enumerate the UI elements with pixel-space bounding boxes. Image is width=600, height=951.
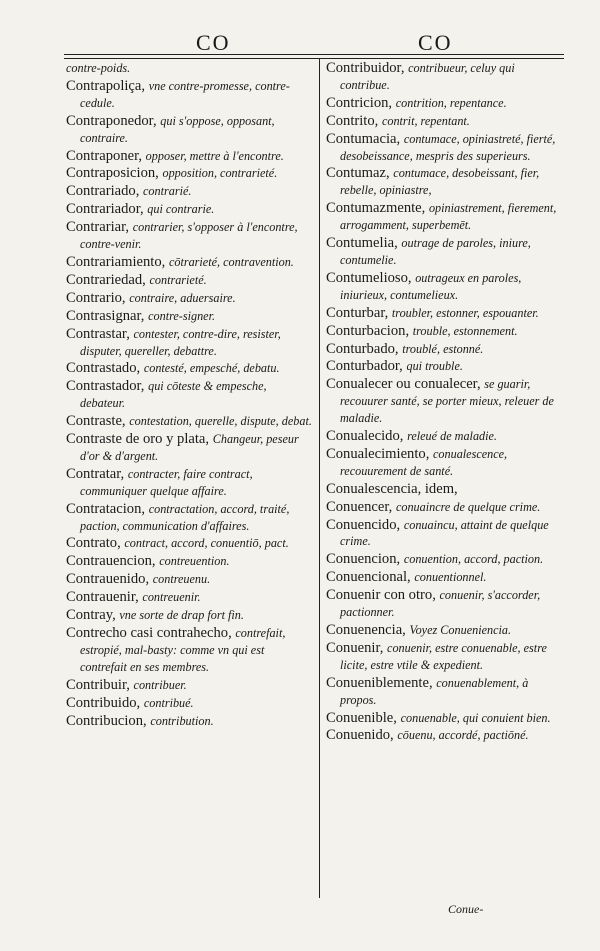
entry-definition: contreuention.	[159, 554, 230, 569]
dictionary-entry	[66, 607, 314, 624]
entry-headword: Conuenido,	[326, 727, 398, 744]
entry-headword: Conualecido,	[326, 428, 408, 445]
entry-definition: se guarir, recouurer santé, se porter mieux, releuer de maladie.	[340, 377, 554, 426]
entry-definition: contrarié.	[143, 184, 192, 199]
dictionary-entry	[326, 165, 562, 199]
entry-definition: contraire, aduersaire.	[129, 290, 236, 305]
dictionary-entry	[326, 675, 562, 709]
entry-headword: Contraponer,	[66, 147, 146, 164]
dictionary-entry	[326, 727, 562, 744]
entry-definition: conuenir, estre conuenable, estre licite, estre vtile & expedient.	[340, 640, 547, 672]
entry-definition: contester, contre-dire, resister, disputer, quereller, debattre.	[80, 326, 281, 358]
column-divider	[319, 58, 320, 898]
entry-definition: conuenable, qui conuient bien.	[400, 710, 551, 725]
entry-headword: Conuenible,	[326, 709, 401, 726]
dictionary-entry	[66, 553, 314, 570]
entry-headword: Conturbado,	[326, 340, 403, 357]
entry-headword: Conuenir,	[326, 639, 388, 656]
dictionary-entry	[66, 571, 314, 588]
entry-headword: Conualecimiento,	[326, 445, 433, 462]
running-head-left: CO	[196, 30, 231, 55]
entry-headword: Contrauencion,	[66, 553, 160, 570]
dictionary-entry	[326, 551, 562, 568]
entry-definition: contrit, repentant.	[381, 113, 470, 128]
entry-headword: Contrario,	[66, 289, 130, 306]
dictionary-entry	[66, 695, 314, 712]
entry-definition: conuenir, s'accorder, pactionner.	[340, 588, 541, 620]
dictionary-entry	[66, 431, 314, 465]
dictionary-entry	[326, 323, 562, 340]
entry-definition: Voyez Conueniencia.	[409, 623, 512, 637]
entry-headword: Contrariamiento,	[66, 253, 169, 270]
page-header	[64, 22, 564, 56]
entry-headword: Conueniblemente,	[326, 674, 437, 691]
entry-headword: Contumacia,	[326, 130, 404, 147]
entry-headword: Contribuidor,	[326, 60, 409, 76]
entry-definition: contribuer.	[133, 677, 187, 692]
entry-definition: conuenablement, à propos.	[340, 675, 529, 707]
dictionary-entry	[66, 113, 314, 147]
entry-definition: contribué.	[143, 695, 194, 710]
entry-headword: Contrastar,	[66, 325, 134, 342]
entry-definition: contractation, accord, traité, paction, communication d'affaires.	[80, 501, 290, 533]
header-rule-double	[64, 58, 564, 59]
dictionary-entry	[326, 60, 562, 94]
dictionary-entry	[66, 308, 314, 325]
entry-definition: contrefait, estropié, mal-basty: comme vn qui est contrefait en ses membres.	[80, 626, 286, 674]
dictionary-entry	[66, 219, 314, 253]
dictionary-entry	[66, 165, 314, 182]
entry-definition: qui cōteste & empesche, debateur.	[80, 379, 267, 411]
entry-definition: troubler, estonner, espouanter.	[391, 305, 539, 320]
entry-definition: contre-poids.	[66, 61, 131, 75]
entry-headword: Contrastador,	[66, 378, 149, 395]
entry-definition: troublé, estonné.	[402, 341, 484, 356]
dictionary-entry	[66, 677, 314, 694]
entry-headword: Conuencer,	[326, 498, 396, 515]
dictionary-entry	[66, 326, 314, 360]
entry-headword: Conturbar,	[326, 304, 392, 321]
dictionary-entry	[326, 358, 562, 375]
entry-definition: contrition, repentance.	[395, 95, 507, 110]
dictionary-entry	[326, 428, 562, 445]
dictionary-entry	[326, 341, 562, 358]
entry-headword: Conuencional,	[326, 569, 415, 586]
dictionary-entry	[66, 589, 314, 606]
entry-definition: conuention, accord, paction.	[403, 552, 544, 567]
entry-headword: Contray,	[66, 607, 120, 624]
entry-headword: Contumelioso,	[326, 269, 416, 286]
entry-definition: conualescence, recouurement de santé.	[340, 446, 508, 478]
entry-headword: Contribuido,	[66, 694, 144, 711]
dictionary-entry	[326, 517, 562, 551]
dictionary-entry	[326, 499, 562, 516]
entry-definition: contribution.	[150, 713, 214, 728]
entry-definition: vne sorte de drap fort fin.	[119, 608, 244, 623]
dictionary-entry	[326, 569, 562, 586]
entry-headword: Conuenir con otro,	[326, 587, 440, 604]
entry-headword: Contrastado,	[66, 360, 144, 377]
entry-definition: conuaincu, attaint de quelque crime.	[340, 517, 549, 549]
dictionary-entry	[326, 622, 562, 639]
entry-definition: opposer, mettre à l'encontre.	[145, 148, 284, 163]
dictionary-entry	[66, 60, 314, 77]
dictionary-entry	[66, 183, 314, 200]
dictionary-entry	[66, 201, 314, 218]
entry-definition: opposition, contrarieté.	[162, 166, 278, 181]
entry-definition: contracter, faire contract, communiquer quelque affaire.	[80, 466, 253, 498]
entry-definition: cōtrarieté, contravention.	[168, 254, 294, 269]
dictionary-entry	[326, 640, 562, 674]
entry-definition: cōuenu, accordé, pactiōné.	[397, 728, 529, 743]
entry-definition: contesté, empesché, debatu.	[143, 361, 280, 376]
dictionary-entry	[66, 625, 314, 676]
right-column	[326, 60, 562, 745]
entry-headword: Conuencido,	[326, 516, 404, 533]
running-head-right: CO	[418, 30, 453, 55]
dictionary-entry	[66, 466, 314, 500]
dictionary-entry	[326, 200, 562, 234]
entry-definition: contreuenu.	[152, 572, 211, 587]
entry-headword: Contumelia,	[326, 235, 402, 252]
entry-headword: Contratar,	[66, 465, 128, 482]
entry-definition: conuentionnel.	[414, 570, 487, 585]
dictionary-entry	[326, 113, 562, 130]
entry-definition: opiniastrement, fierement, arrogamment, superbemēt.	[340, 201, 557, 233]
entry-headword: Contratacion,	[66, 500, 149, 517]
entry-headword: Contumazmente,	[326, 200, 429, 217]
entry-headword: Contribuir,	[66, 676, 134, 693]
dictionary-entry	[326, 376, 562, 427]
dictionary-entry	[66, 148, 314, 165]
entry-definition: qui contrarie.	[147, 202, 215, 217]
entry-headword: Contumaz,	[326, 165, 394, 182]
entry-headword: Conualescencia, idem,	[326, 480, 458, 497]
dictionary-entry	[326, 481, 562, 498]
entry-definition: qui trouble.	[406, 359, 463, 374]
dictionary-entry	[66, 413, 314, 430]
entry-definition: qui s'oppose, opposant, contraire.	[80, 113, 275, 145]
dictionary-entry	[66, 378, 314, 412]
entry-headword: Contrato,	[66, 535, 125, 552]
entry-definition: conuaincre de quelque crime.	[395, 499, 541, 514]
entry-headword: Contrariedad,	[66, 271, 150, 288]
entry-definition: contumace, opiniastreté, fierté, desobeissance, mespris des superieurs.	[340, 131, 556, 163]
entry-headword: Conuenencia,	[326, 622, 410, 638]
entry-headword: Contrariado,	[66, 183, 144, 200]
entry-definition: outrageux en paroles, iniurieux, contumelieux.	[340, 270, 522, 302]
dictionary-entry	[326, 95, 562, 112]
entry-headword: Contrariador,	[66, 201, 148, 218]
catchword: Conue-	[448, 902, 484, 916]
entry-definition: Changeur, peseur d'or & d'argent.	[80, 432, 299, 463]
dictionary-entry	[66, 501, 314, 535]
entry-headword: Contrecho casi contrahecho,	[66, 625, 236, 641]
entry-headword: Contraponedor,	[66, 112, 161, 129]
dictionary-entry	[326, 446, 562, 480]
dictionary-entry	[326, 305, 562, 322]
entry-headword: Conturbacion,	[326, 322, 413, 339]
entry-headword: Contrito,	[326, 112, 382, 129]
dictionary-entry	[66, 535, 314, 552]
entry-definition: contrarieté.	[149, 272, 207, 287]
entry-definition: contreuenir.	[142, 590, 201, 605]
dictionary-entry	[66, 360, 314, 377]
entry-headword: Contribucion,	[66, 712, 151, 729]
entry-definition: contumace, desobeissant, fier, rebelle, opiniastre,	[340, 166, 540, 198]
entry-definition: contribueur, celuy qui contribue.	[340, 61, 515, 92]
dictionary-entry	[66, 290, 314, 307]
entry-definition: releué de maladie.	[407, 429, 497, 444]
dictionary-entry	[326, 131, 562, 165]
entry-headword: Contrasignar,	[66, 307, 149, 324]
dictionary-entry	[326, 235, 562, 269]
entry-definition: contestation, querelle, dispute, debat.	[129, 414, 312, 429]
dictionary-entry	[66, 254, 314, 271]
entry-headword: Contrauenir,	[66, 589, 143, 606]
entry-headword: Contrapoliça,	[66, 77, 149, 94]
entry-definition: contre-signer.	[148, 308, 216, 323]
entry-headword: Conturbador,	[326, 358, 407, 375]
entry-headword: Conualecer ou conualecer,	[326, 376, 485, 393]
entry-definition: vne contre-promesse, contre-cedule.	[80, 78, 290, 110]
entry-headword: Contrariar,	[66, 219, 133, 236]
dictionary-entry	[66, 78, 314, 112]
entry-headword: Contricion,	[326, 94, 396, 111]
left-column	[66, 60, 314, 730]
entry-headword: Contraposicion,	[66, 165, 163, 182]
header-rule	[64, 54, 564, 55]
dictionary-entry	[66, 272, 314, 289]
entry-headword: Contrauenido,	[66, 571, 153, 588]
entry-definition: outrage de paroles, iniure, contumelie.	[340, 236, 531, 267]
dictionary-entry	[66, 713, 314, 730]
entry-headword: Conuencion,	[326, 551, 404, 568]
entry-definition: contrarier, s'opposer à l'encontre, contre-venir.	[80, 220, 298, 252]
entry-definition: trouble, estonnement.	[412, 323, 518, 338]
dictionary-entry	[326, 587, 562, 621]
entry-headword: Contraste,	[66, 413, 130, 430]
entry-headword: Contraste de oro y plata,	[66, 431, 213, 448]
dictionary-entry	[326, 270, 562, 304]
dictionary-entry	[326, 710, 562, 727]
entry-definition: contract, accord, conuentiō, pact.	[124, 536, 289, 551]
